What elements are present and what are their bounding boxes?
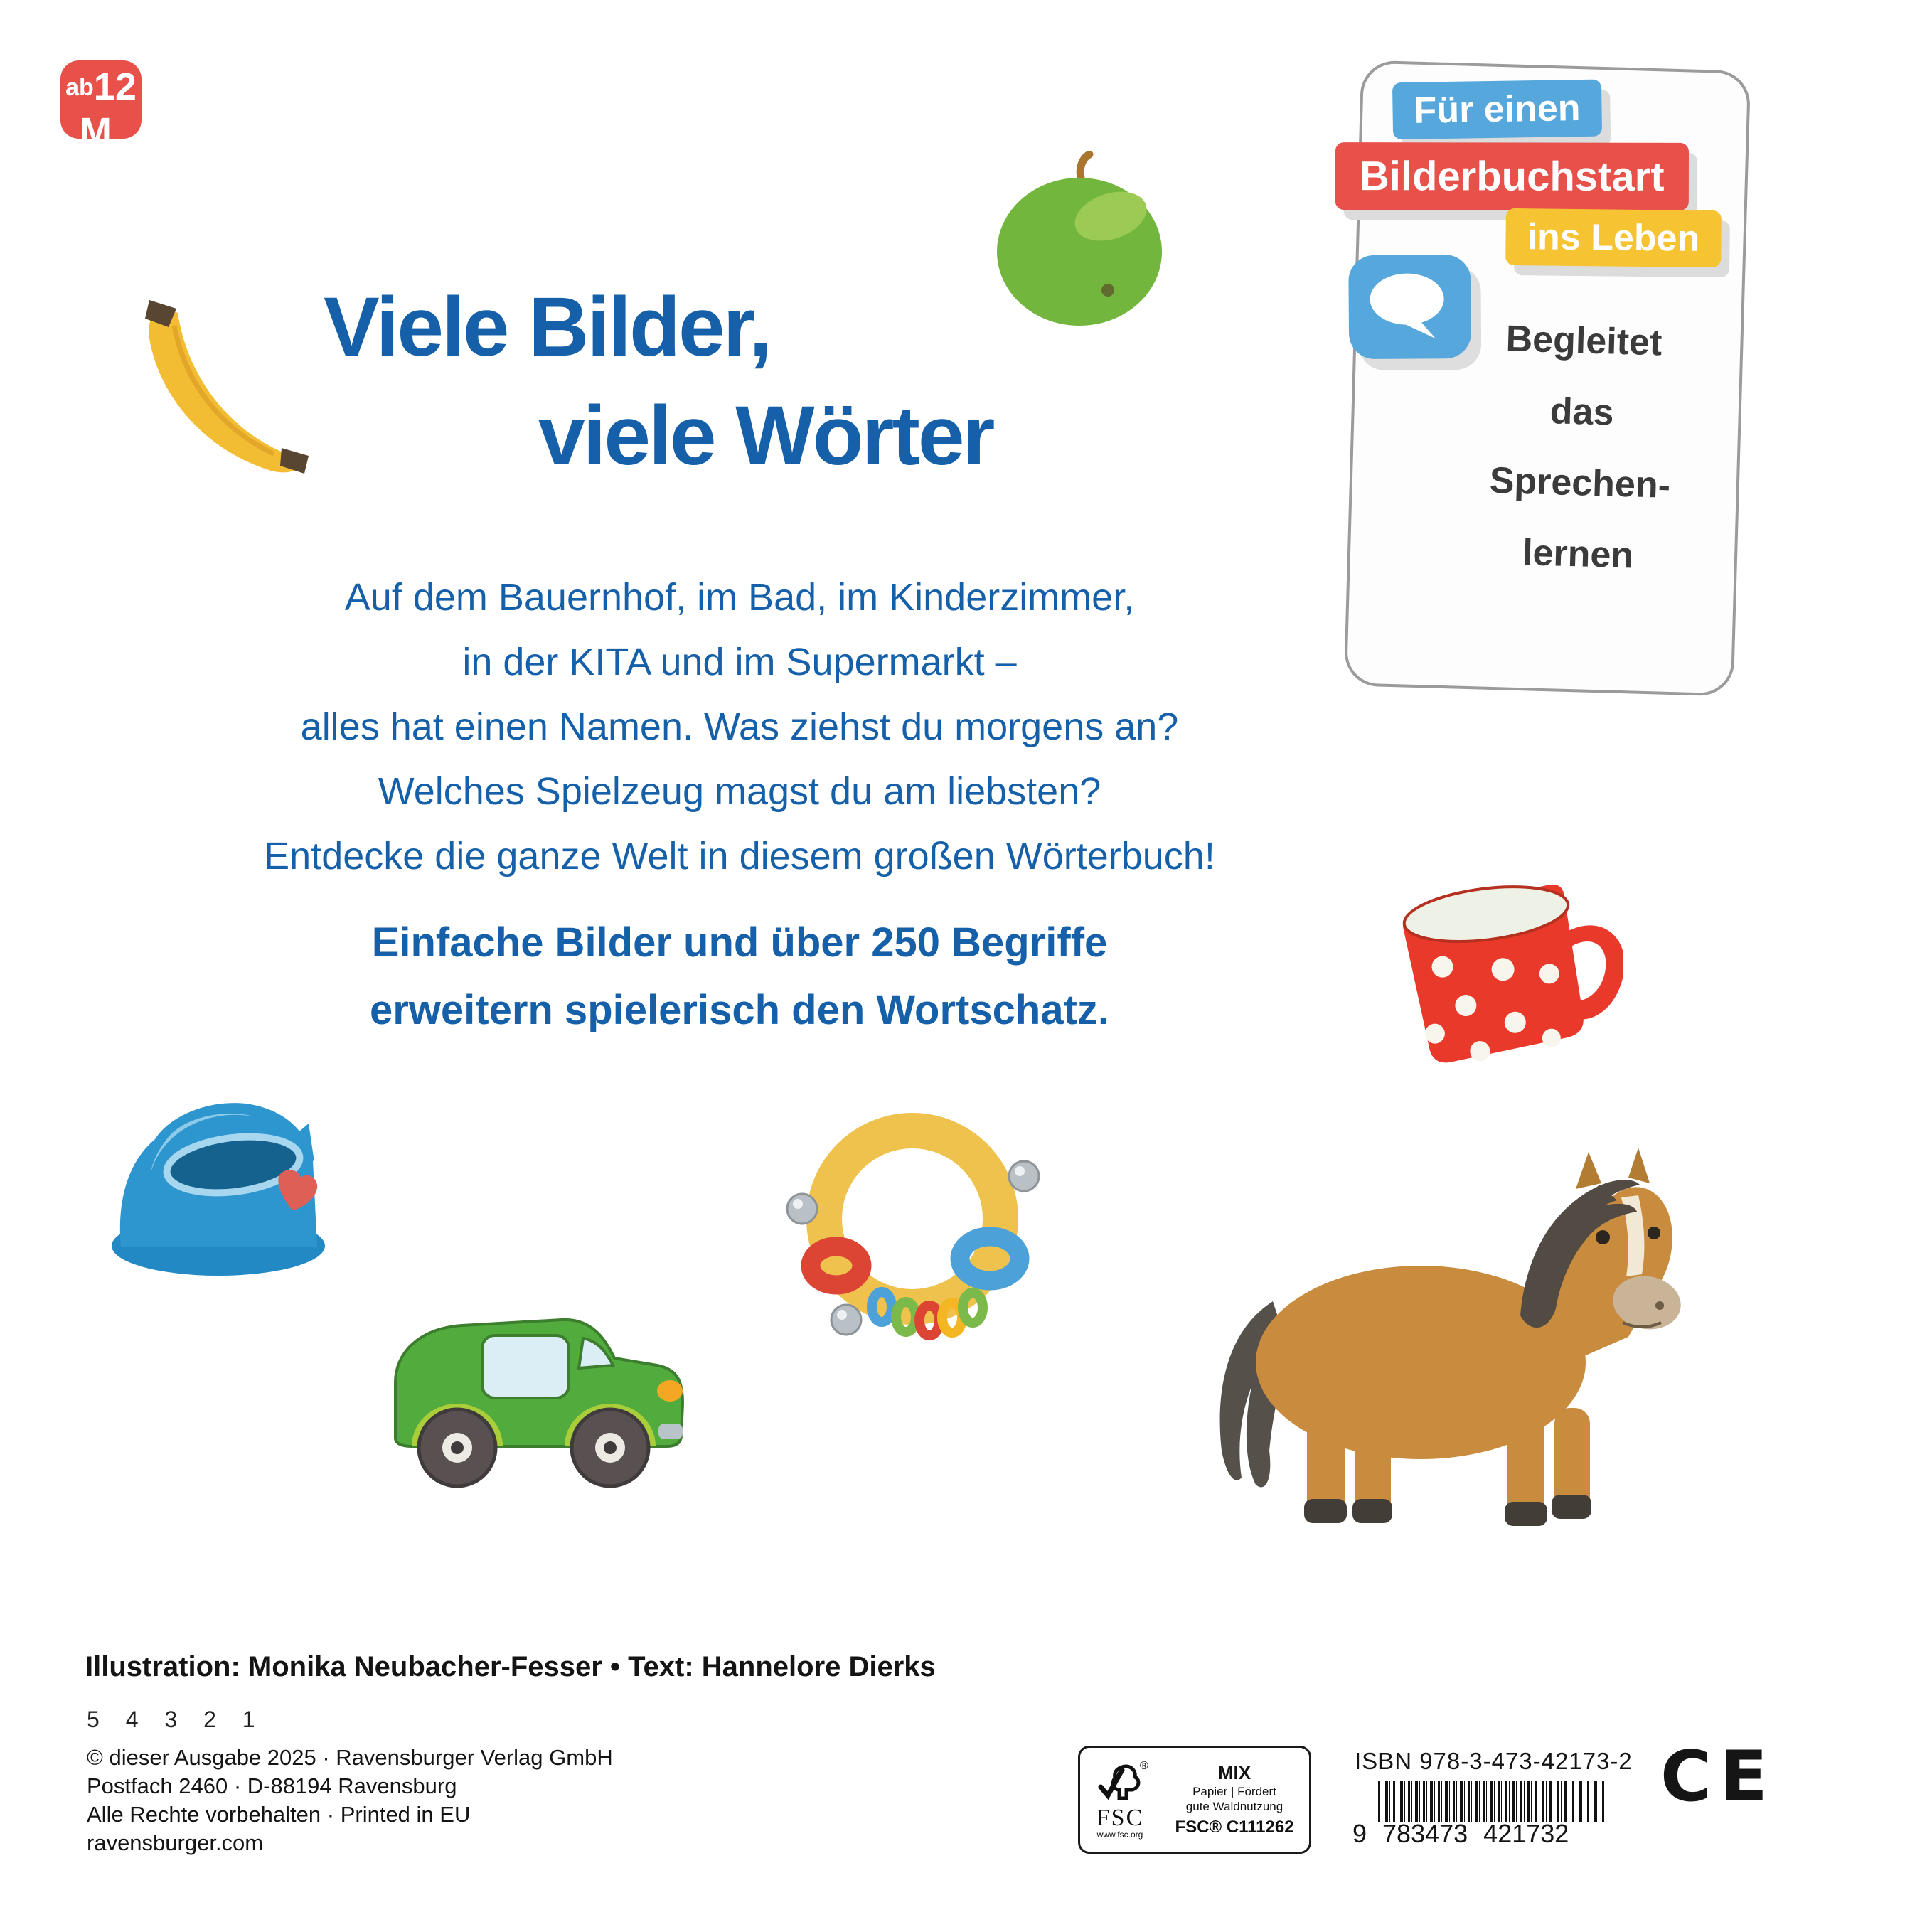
print-run-numbers: 5 4 3 2 1 [87,1707,255,1732]
intro-line: in der KITA und im Supermarkt – [462,641,1017,683]
age-badge-suffix: M. [80,110,122,153]
fsc-tree-icon [1098,1763,1142,1804]
imprint-line: Postfach 2460 · D-88194 Ravensburg [87,1773,457,1798]
ean-barcode [1378,1781,1607,1822]
green-car-illustration [375,1296,692,1491]
promo-caption-line: lernen [1522,532,1634,577]
credits-line: Illustration: Monika Neubacher-Fesser • Text: Hannelore Dierks [85,1651,936,1682]
promo-caption-line: Sprechen- [1488,459,1671,506]
imprint-block [87,1744,613,1857]
fsc-registered-mark: ® [1140,1759,1148,1772]
ean-left-group: 783473 [1382,1819,1468,1848]
age-badge [60,60,142,153]
ean-first-digit: 9 [1352,1819,1367,1848]
fsc-wordmark: FSC [1096,1804,1144,1831]
fsc-certificate-info [1160,1761,1309,1839]
ean-right-group: 421732 [1483,1819,1569,1848]
isbn-number: ISBN 978-3-473-42173-2 [1355,1748,1633,1774]
fsc-desc-line: gute Waldnutzung [1185,1799,1283,1813]
fsc-desc-line: Papier | Fördert [1192,1784,1276,1798]
banana-illustration [107,283,320,503]
highlight-paragraph [114,909,1365,1044]
fsc-mix-label: MIX [1217,1761,1251,1783]
fsc-logo [1080,1760,1160,1840]
ce-mark: CE [1660,1736,1776,1818]
page-title-line2: viele Wörter [538,389,993,483]
promo-label-bilderbuchstart: Bilderbuchstart [1335,142,1689,210]
highlight-line: Einfache Bilder und über 250 Begriffe [371,919,1108,966]
fsc-url: www.fsc.org [1096,1829,1143,1840]
promo-label-ins-leben: ins Leben [1505,208,1722,267]
imprint-line-website: ravensburger.com [87,1830,264,1855]
intro-line: Auf dem Bauernhof, im Bad, im Kinderzimmer, [344,576,1135,619]
age-badge-prefix: ab [65,74,94,101]
page-title-line1: Viele Bilder, [324,280,770,374]
promo-caption-line: das [1549,390,1615,434]
promo-caption [1435,301,1727,594]
intro-paragraph [100,565,1379,889]
highlight-line: erweitern spielerisch den Wortschatz. [369,987,1110,1033]
ean-barcode-digits [1352,1819,1584,1849]
imprint-line: Alle Rechte vorbehalten · Printed in EU [87,1802,471,1827]
horse-illustration [1165,1129,1687,1567]
promo-label-fuer-einen: Für einen [1392,80,1602,140]
age-badge-top [60,65,142,114]
green-apple-illustration [988,151,1173,329]
intro-line: Welches Spielzeug magst du am liebsten? [378,770,1101,813]
blue-potty-illustration [100,1065,338,1282]
fsc-code: FSC® C111262 [1175,1817,1294,1837]
fsc-label [1078,1746,1311,1854]
imprint-line: © dieser Ausgabe 2025 · Ravensburger Verlag GmbH [87,1745,613,1770]
promo-card [1344,60,1751,697]
baby-rattle-illustration [774,1096,1055,1356]
intro-line: Entdecke die ganze Welt in diesem großen Wörterbuch! [264,835,1215,877]
intro-line: alles hat einen Namen. Was ziehst du morgens an? [300,705,1179,748]
red-mug-illustration [1378,869,1623,1079]
promo-caption-line: Begleitet [1505,318,1663,364]
age-badge-months: 12 [93,65,137,108]
